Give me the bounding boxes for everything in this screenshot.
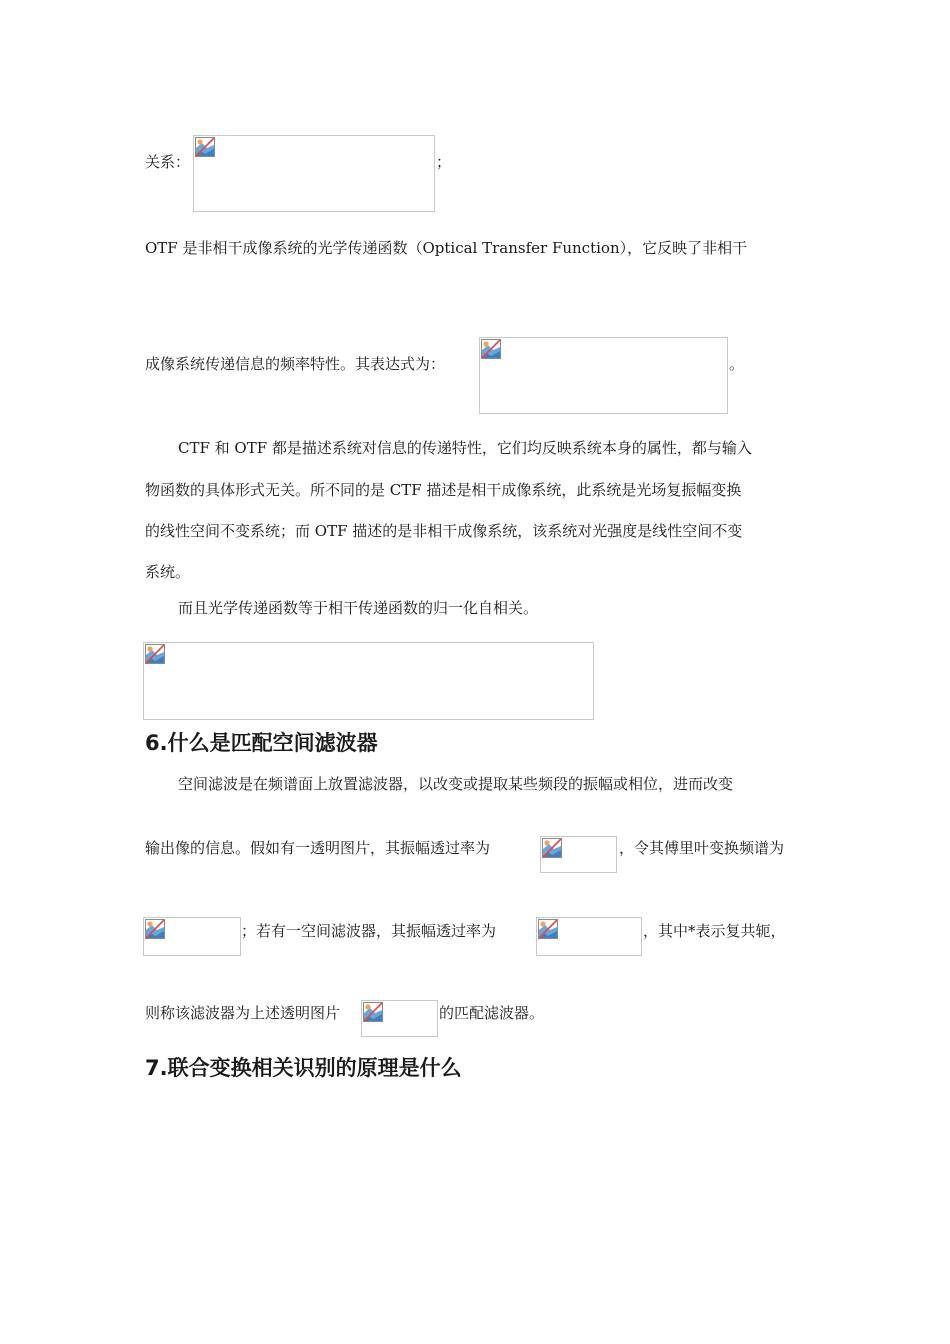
text-line bbox=[145, 152, 190, 172]
text-line: 的匹配滤波器。 bbox=[439, 1004, 545, 1022]
text-line: 则称该滤波器为上述透明图片 bbox=[145, 1004, 341, 1022]
text-line: ，令其傅里叶变换频谱为 bbox=[619, 839, 785, 857]
text-span: ； bbox=[436, 153, 452, 171]
text-line: CTF 和 OTF 都是描述系统对信息的传递特性，它们均反映系统本身的属性，都与输入 bbox=[178, 439, 752, 457]
text-line: 物函数的具体形式无关。所不同的是 CTF 描述是相干成像系统，此系统是光场复振幅变换 bbox=[145, 481, 742, 499]
text-line: 空间滤波是在频谱面上放置滤波器，以改变或提取某些频段的振幅或相位，进而改变 bbox=[178, 775, 734, 793]
broken-image-icon bbox=[542, 838, 562, 858]
text-line: 系统。 bbox=[145, 563, 191, 581]
broken-image-icon bbox=[363, 1002, 383, 1022]
broken-image-icon bbox=[538, 919, 558, 939]
formula-image-6 bbox=[536, 917, 642, 956]
formula-image-2 bbox=[479, 337, 728, 414]
text-line: 输出像的信息。假如有一透明图片，其振幅透过率为 bbox=[145, 839, 491, 857]
text-line: OTF 是非相干成像系统的光学传递函数（Optical Transfer Function），它反映了非相干 bbox=[145, 239, 748, 257]
text-line: 的线性空间不变系统；而 OTF 描述的是非相干成像系统，该系统对光强度是线性空间不变 bbox=[145, 522, 743, 540]
text-span: 关系： bbox=[145, 153, 191, 171]
text-line: 成像系统传递信息的频率特性。其表达式为： bbox=[145, 355, 446, 373]
text-line: ；若有一空间滤波器，其振幅透过率为 bbox=[241, 922, 497, 940]
section-heading-6: 6.什么是匹配空间滤波器 bbox=[145, 731, 378, 755]
text-line: ，其中*表示复共轭， bbox=[643, 922, 786, 940]
text-line: 。 bbox=[729, 355, 745, 373]
formula-image-1 bbox=[193, 135, 435, 212]
broken-image-icon bbox=[481, 339, 501, 359]
section-heading-7: 7.联合变换相关识别的原理是什么 bbox=[145, 1056, 462, 1080]
formula-image-5 bbox=[143, 917, 241, 956]
text-line: 而且光学传递函数等于相干传递函数的归一化自相关。 bbox=[178, 599, 539, 617]
broken-image-icon bbox=[195, 137, 215, 157]
formula-image-3 bbox=[143, 642, 594, 720]
broken-image-icon bbox=[145, 919, 165, 939]
text-line bbox=[436, 152, 451, 172]
formula-image-7 bbox=[361, 1000, 438, 1037]
formula-image-4 bbox=[540, 836, 617, 873]
broken-image-icon bbox=[145, 644, 165, 664]
